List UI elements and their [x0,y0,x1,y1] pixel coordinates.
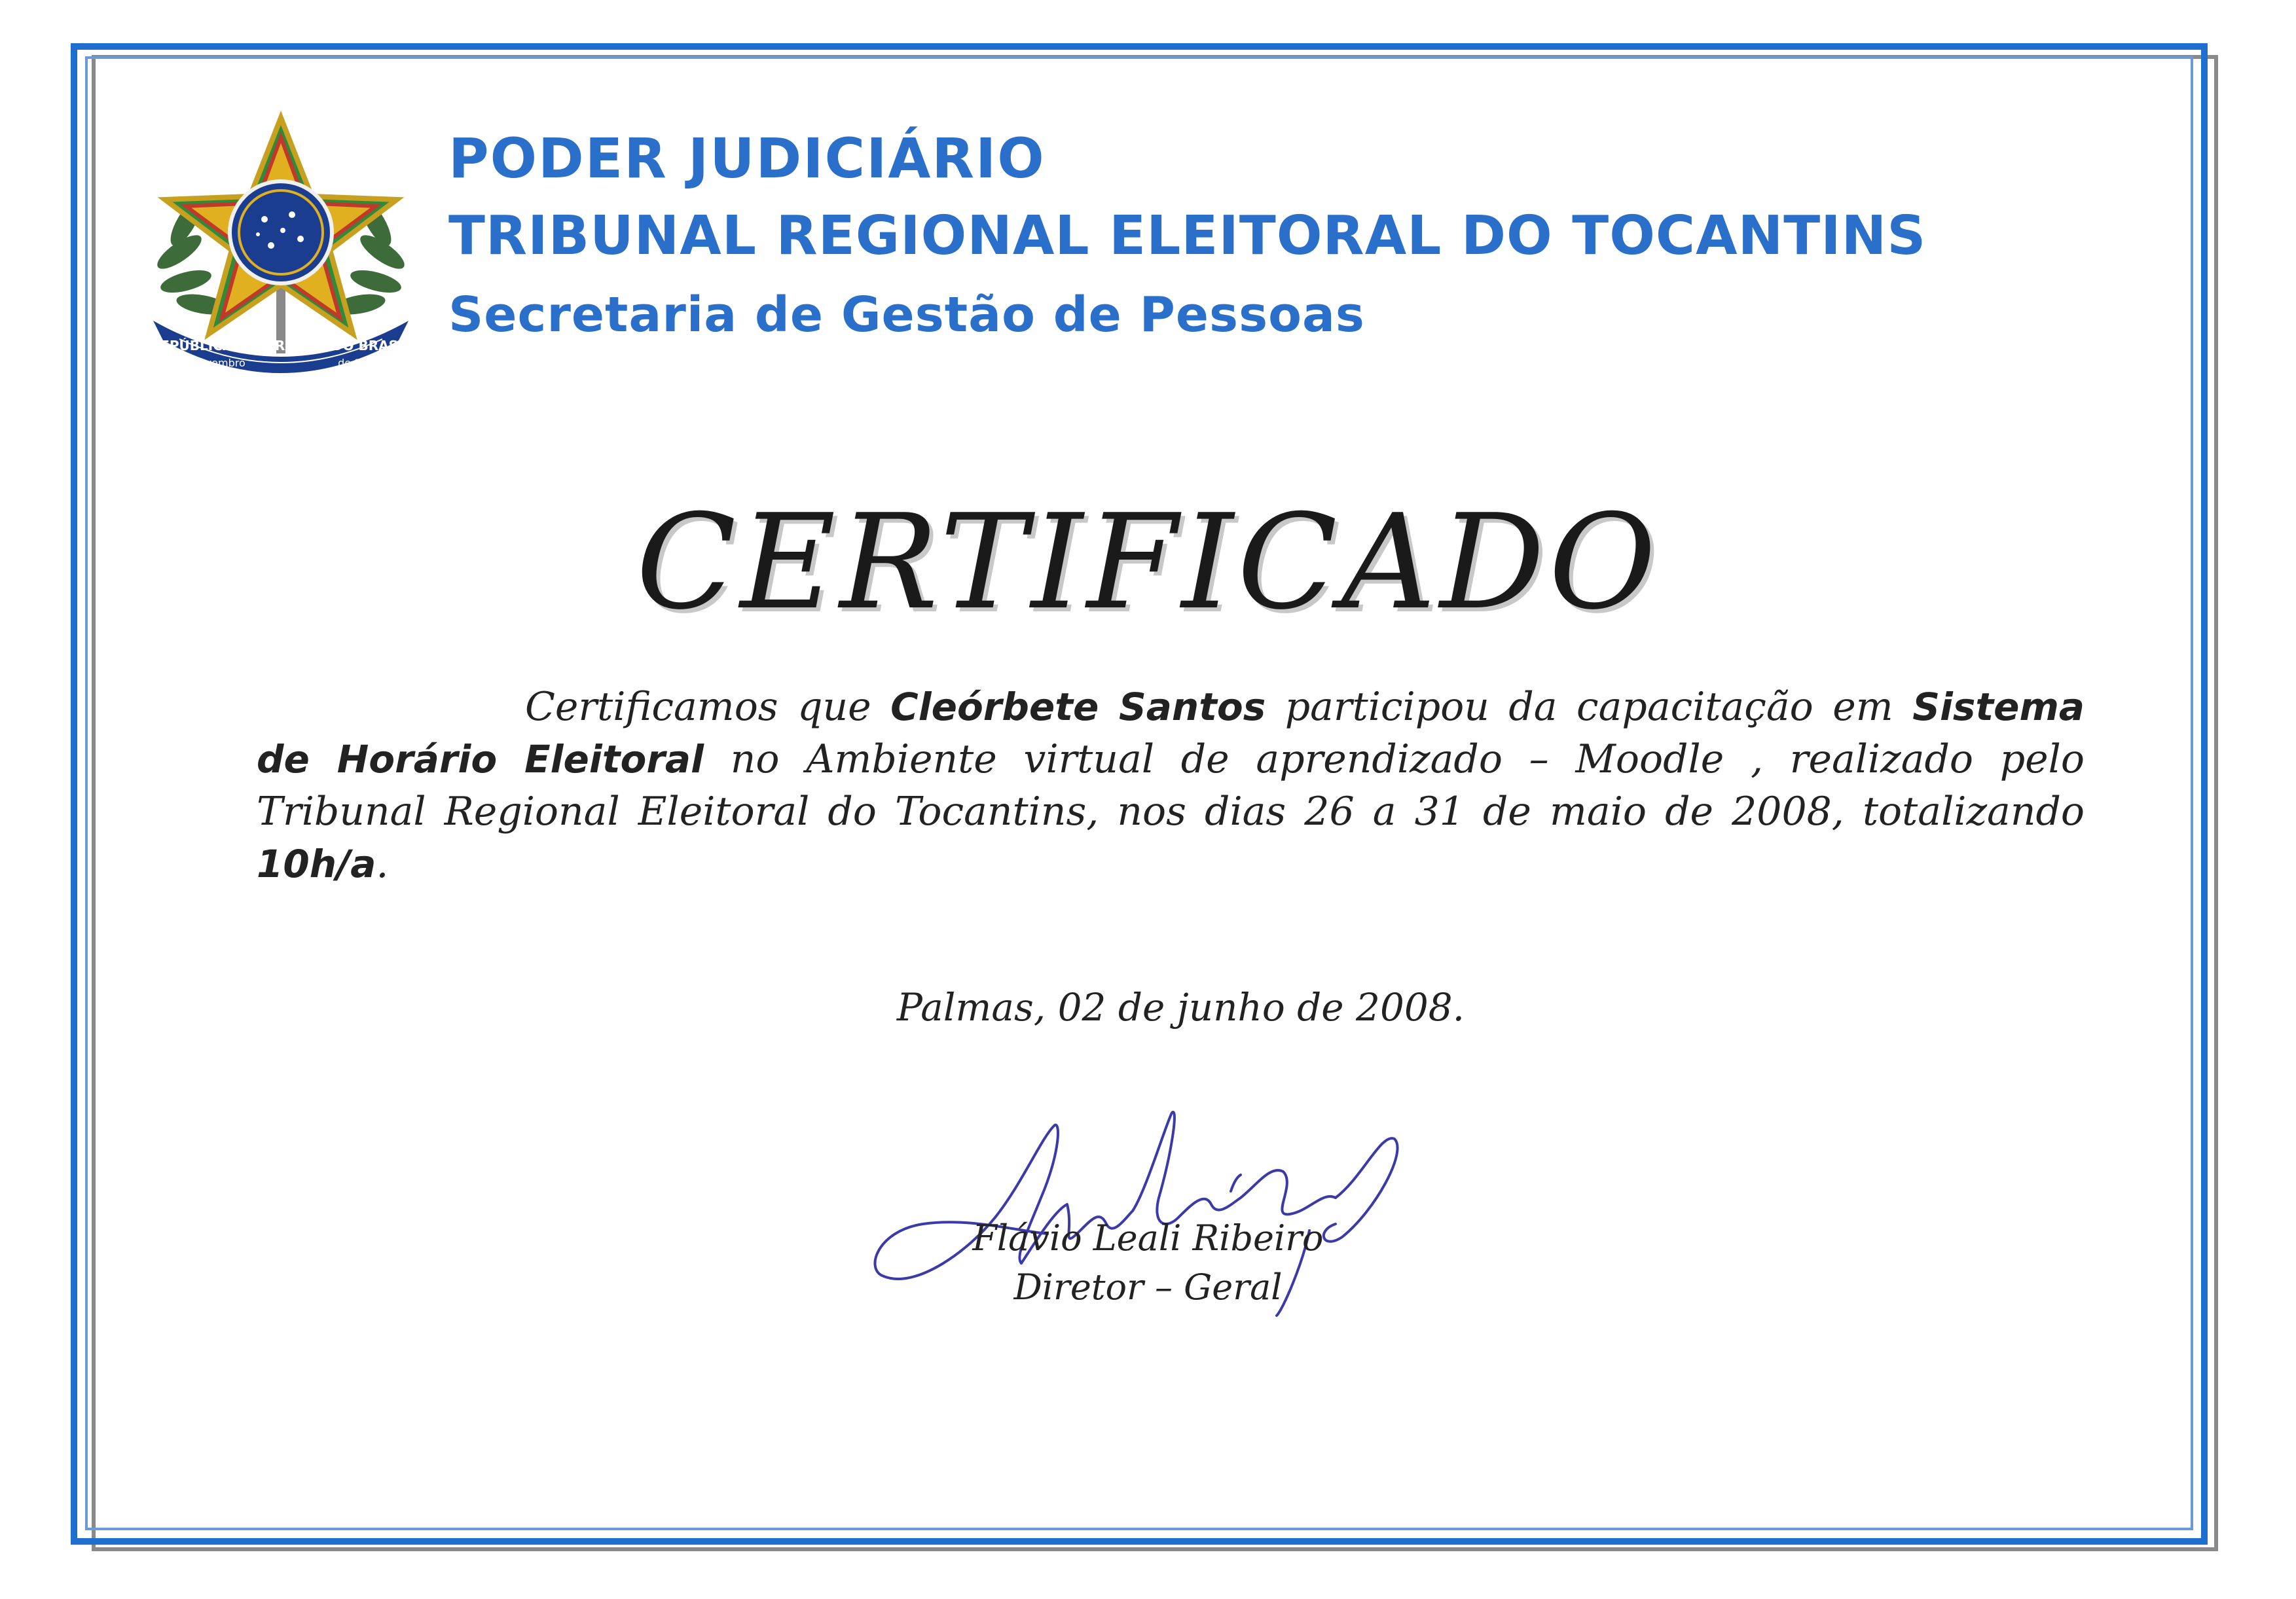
emblem-ribbon-text: REPÚBLICA FEDERATIVA DO BRASIL [150,338,412,353]
participant-name: Cleórbete Santos [890,685,1266,729]
emblem-date-right: de 1889 [338,357,381,369]
course-name: Sistema de Horário Eleitoral [257,685,2085,782]
body-end: . [376,841,389,887]
emblem-date-left: 15 de novembro [159,357,246,369]
place-date: Palmas, 02 de junho de 2008. [896,985,1465,1030]
header-tribunal: TRIBUNAL REGIONAL ELEITORAL DO TOCANTINS [448,205,1927,267]
course-hours: 10h/a [257,842,376,886]
body-details: no Ambiente virtual de aprendizado – Moodle , realizado pelo Tribunal Regional Eleitoral do Tocantins, nos dias 26 a 31 de maio de 2008, totalizando [257,736,2085,835]
header-judiciary: PODER JUDICIÁRIO [448,126,1046,190]
header-secretariat: Secretaria de Gestão de Pessoas [448,287,1365,343]
brazil-coat-of-arms-icon [140,105,422,380]
certificate-body [257,681,2085,890]
certificate-title: CERTIFICADO [636,486,1660,639]
header-block [448,126,1927,343]
body-participated: participou da capacitação em [1285,684,1893,730]
body-intro: Certificamos que [525,684,871,730]
signer-name: Flávio Leali Ribeiro [972,1217,1324,1259]
signer-role: Diretor – Geral [1013,1267,1283,1308]
